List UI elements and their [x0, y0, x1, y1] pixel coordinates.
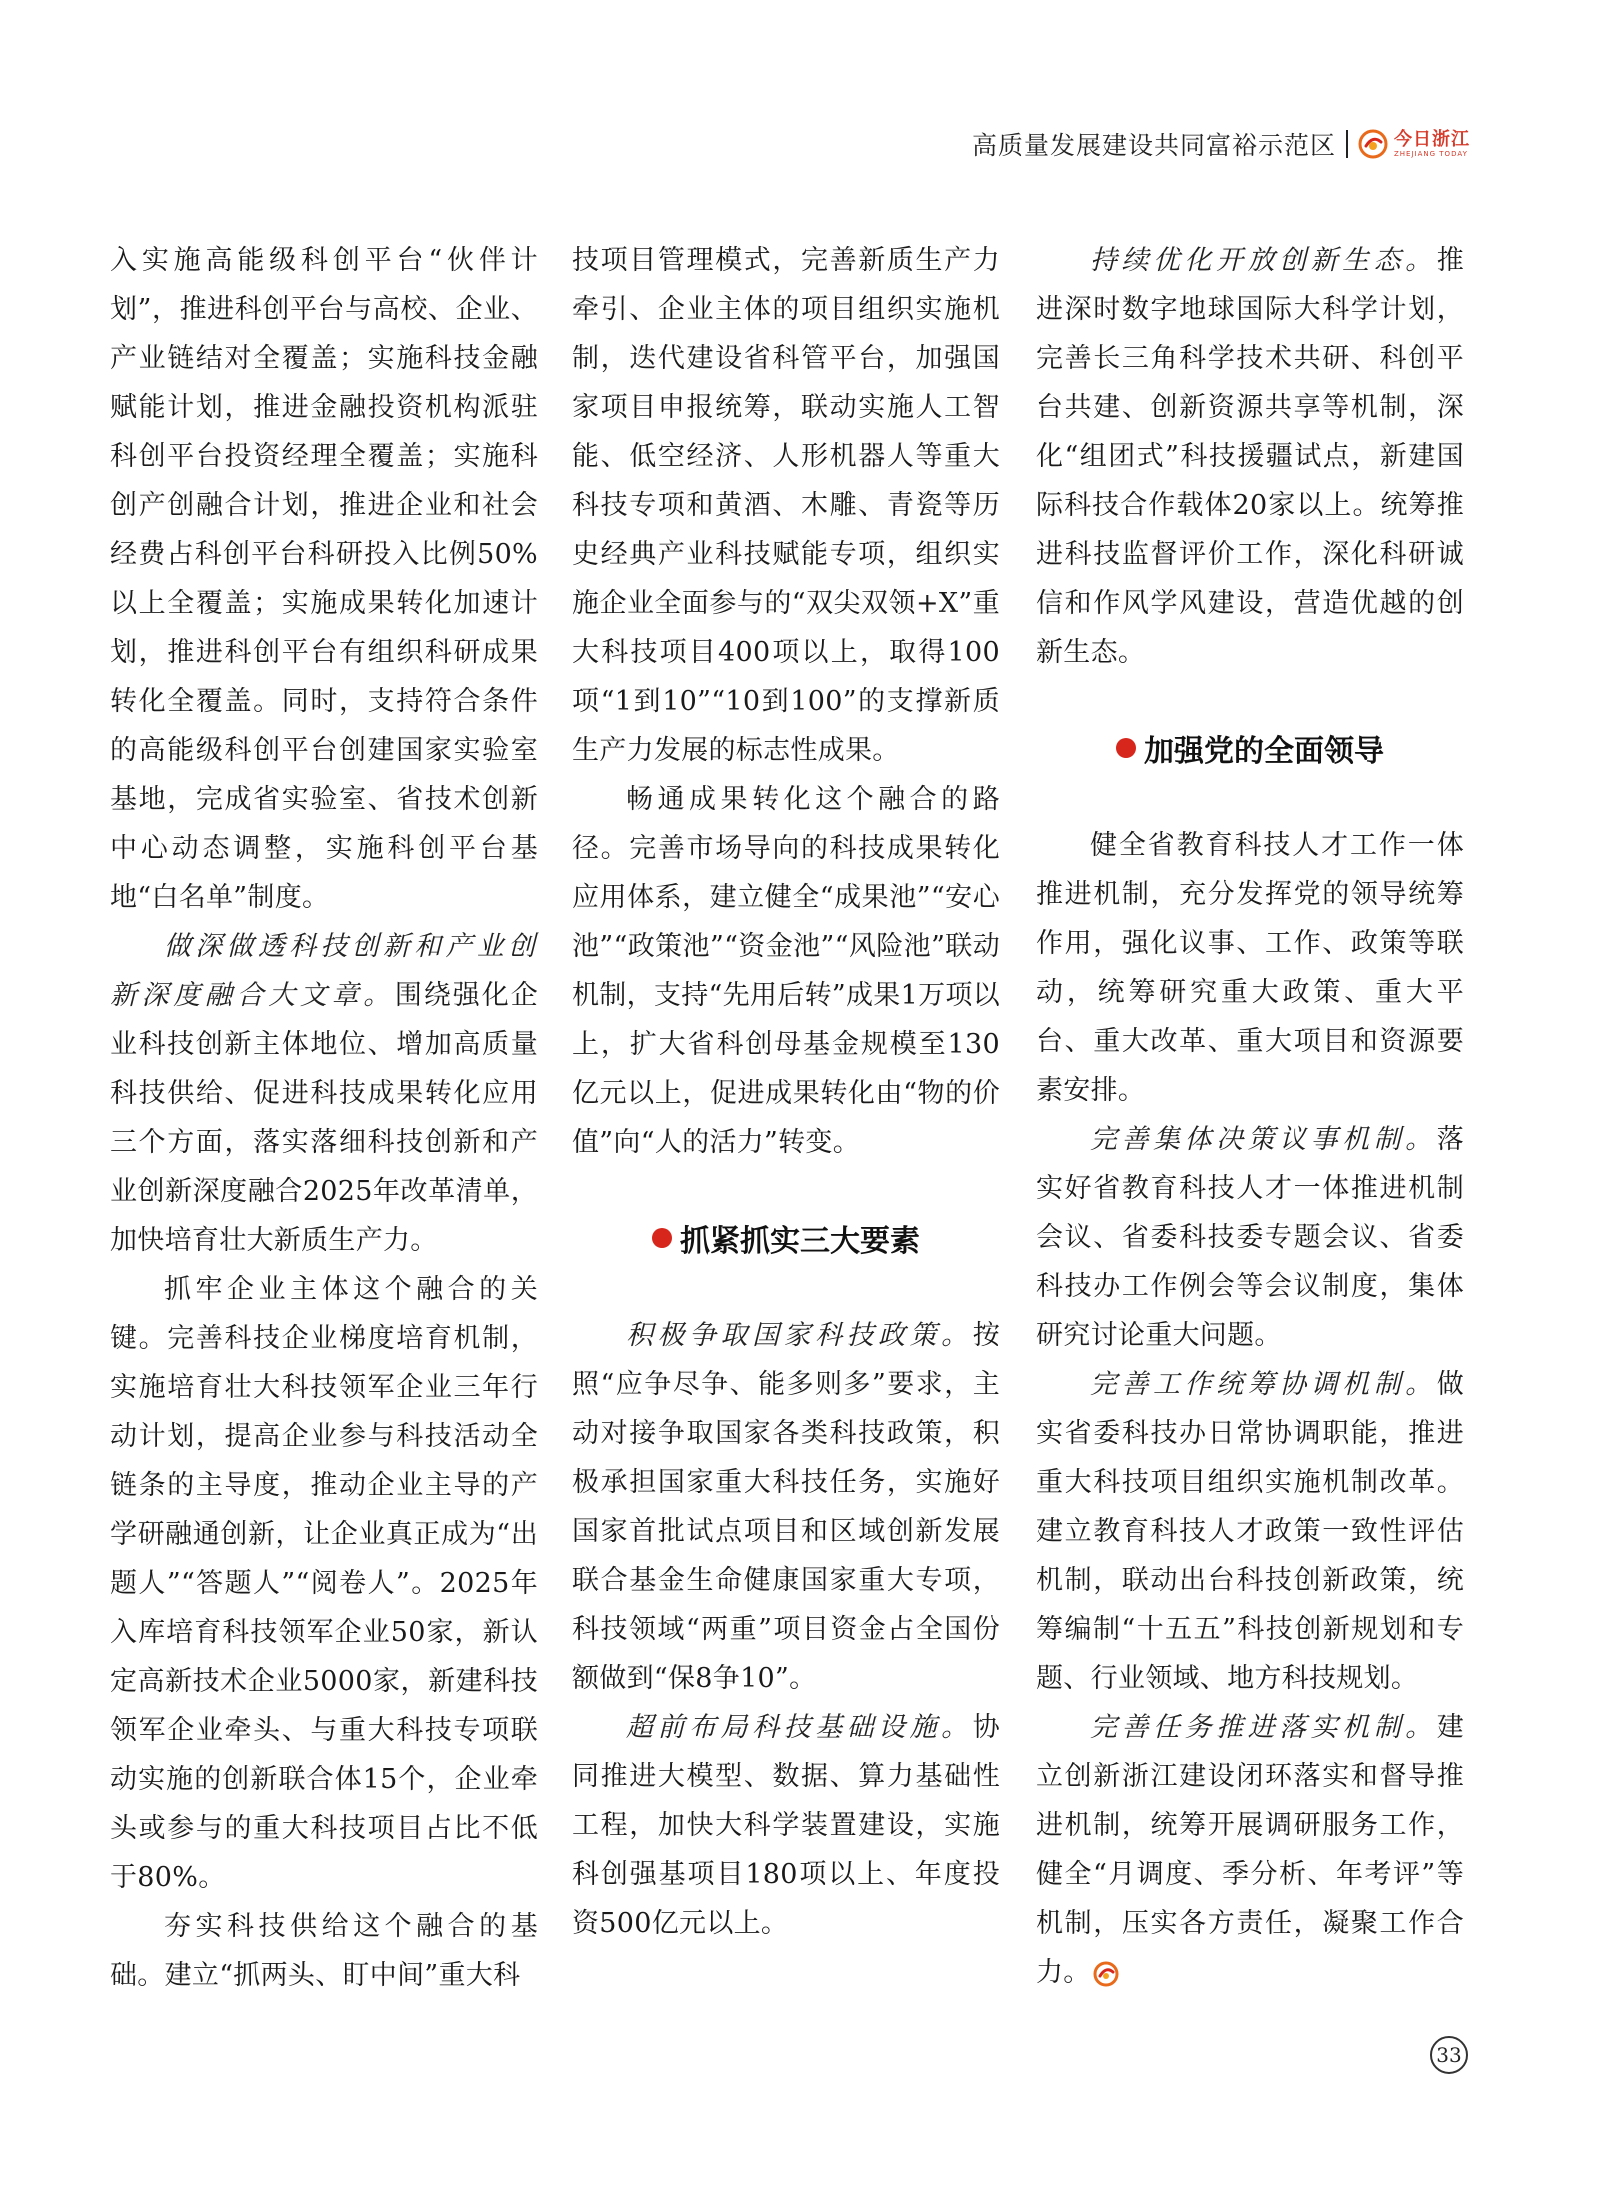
paragraph-lead: 持续优化开放创新生态。: [1090, 245, 1437, 276]
logo-english-text: ZHEJIANG TODAY: [1394, 149, 1468, 158]
logo-swirl-icon: [1358, 129, 1388, 159]
paragraph-body: 协同推进大模型、数据、算力基础性工程，加快大科学装置建设，实施科创强基项目180项以上、年度投资500亿元以上。: [572, 1712, 1000, 1939]
paragraph: 技项目管理模式，完善新质生产力牵引、企业主体的项目组织实施机制，迭代建设省科管平台，加强国家项目申报统筹，联动实施人工智能、低空经济、人形机器人等重大科技专项和黄酒、木雕、青瓷等历史经典产业科技赋能专项，组织实施企业全面参与的“双尖双领+X”重大科技项目400项以上，取得100项“1到10”“10到100”的支撑新质生产力发展的标志性成果。: [572, 245, 1000, 766]
section-heading-text: 加强党的全面领导: [1144, 734, 1384, 769]
paragraph: [572, 1311, 1000, 1703]
paragraph: 入实施高能级科创平台“伙伴计划”，推进科创平台与高校、企业、产业链结对全覆盖；实施科技金融赋能计划，推进金融投资机构派驻科创平台投资经理全覆盖；实施科创产创融合计划，推进企业和社会经费占科创平台科研投入比例50%以上全覆盖；实施成果转化加速计划，推进科创平台有组织科研成果转化全覆盖。同时，支持符合条件的高能级科创平台创建国家实验室基地，完成省实验室、省技术创新中心动态调整，实施科创平台基地“白名单”制度。: [110, 245, 538, 913]
paragraph: [1036, 236, 1464, 677]
paragraph-body: 按照“应争尽争、能多则多”要求，主动对接争取国家各类科技政策，积极承担国家重大科技任务，实施好国家首批试点项目和区域创新发展联合基金生命健康国家重大专项，科技领域“两重”项目资金占全国份额做到“保8争10”。: [572, 1320, 1000, 1694]
bullet-dot-icon: [1116, 738, 1136, 758]
paragraph-body: 围绕强化企业科技创新主体地位、增加高质量科技供给、促进科技成果转化应用三个方面，落实落细科技创新和产业创新深度融合2025年改革清单，加快培育壮大新质生产力。: [110, 980, 539, 1256]
paragraph-lead: 超前布局科技基础设施。: [626, 1712, 973, 1743]
paragraph-lead: 完善集体决策议事机制。: [1090, 1124, 1437, 1155]
paragraph: [110, 922, 538, 1265]
column-2: [572, 236, 1000, 1948]
paragraph: 畅通成果转化这个融合的路径。完善市场导向的科技成果转化应用体系，建立健全“成果池”“安心池”“政策池”“资金池”“风险池”联动机制，支持“先用后转”成果1万项以上，扩大省科创母基金规模至130亿元以上，促进成果转化由“物的价值”向“人的活力”转变。: [572, 784, 1000, 1158]
paragraph-lead: 完善任务推进落实机制。: [1090, 1712, 1437, 1743]
paragraph: [572, 1703, 1000, 1948]
header-divider: [1346, 130, 1348, 158]
section-heading: [1036, 723, 1464, 773]
paragraph-body: 推进深时数字地球国际大科学计划，完善长三角科学技术共研、科创平台共建、创新资源共享等机制，深化“组团式”科技援疆试点，新建国际科技合作载体20家以上。统筹推进科技监督评价工作，深化科研诚信和作风学风建设，营造优越的创新生态。: [1036, 245, 1464, 668]
paragraph: [1036, 1360, 1464, 1703]
paragraph: [1036, 1115, 1464, 1360]
section-heading-text: 抓紧抓实三大要素: [680, 1224, 920, 1259]
section-title: 高质量发展建设共同富裕示范区: [971, 131, 1336, 160]
paragraph: 健全省教育科技人才工作一体推进机制，充分发挥党的领导统筹作用，强化议事、工作、政策等联动，统筹研究重大政策、重大平台、重大改革、重大项目和资源要素安排。: [1036, 830, 1464, 1106]
article-end-logo-icon: [1093, 1961, 1119, 1987]
paragraph-lead: 做深做透科技创新和产业创新深度融合大文章。: [110, 931, 538, 1011]
magazine-logo: [1358, 129, 1470, 159]
paragraph: 夯实科技供给这个融合的基础。建立“抓两头、盯中间”重大科: [110, 1911, 538, 1991]
column-1: [110, 236, 538, 2000]
paragraph-body: 做实省委科技办日常协调职能，推进重大科技项目组织实施机制改革。建立教育科技人才政策一致性评估机制，联动出台科技创新政策，统筹编制“十五五”科技创新规划和专题、行业领域、地方科技规划。: [1036, 1369, 1464, 1694]
section-heading: [572, 1213, 1000, 1263]
paragraph: [1036, 1703, 1464, 1997]
paragraph-body: 落实好省教育科技人才一体推进机制会议、省委科技委专题会议、省委科技办工作例会等会议制度，集体研究讨论重大问题。: [1036, 1124, 1464, 1351]
paragraph-lead: 积极争取国家科技政策。: [626, 1320, 973, 1351]
paragraph-lead: 完善工作统筹协调机制。: [1090, 1369, 1437, 1400]
paragraph-body: 建立创新浙江建设闭环落实和督导推进机制，统筹开展调研服务工作，健全“月调度、季分析、年考评”等机制，压实各方责任，凝聚工作合力。: [1036, 1712, 1464, 1988]
logo-chinese-text: 今日浙江: [1394, 128, 1470, 150]
page-number: 33: [1430, 2036, 1468, 2074]
paragraph: 抓牢企业主体这个融合的关键。完善科技企业梯度培育机制，实施培育壮大科技领军企业三年行动计划，提高企业参与科技活动全链条的主导度，推动企业主导的产学研融通创新，让企业真正成为“出题人”“答题人”“阅卷人”。2025年入库培育科技领军企业50家，新认定高新技术企业5000家，新建科技领军企业牵头、与重大科技专项联动实施的创新联合体15个，企业牵头或参与的重大科技项目占比不低于80%。: [110, 1274, 538, 1893]
page-header: [972, 124, 1470, 164]
column-3: [1036, 236, 1464, 1997]
bullet-dot-icon: [652, 1228, 672, 1248]
